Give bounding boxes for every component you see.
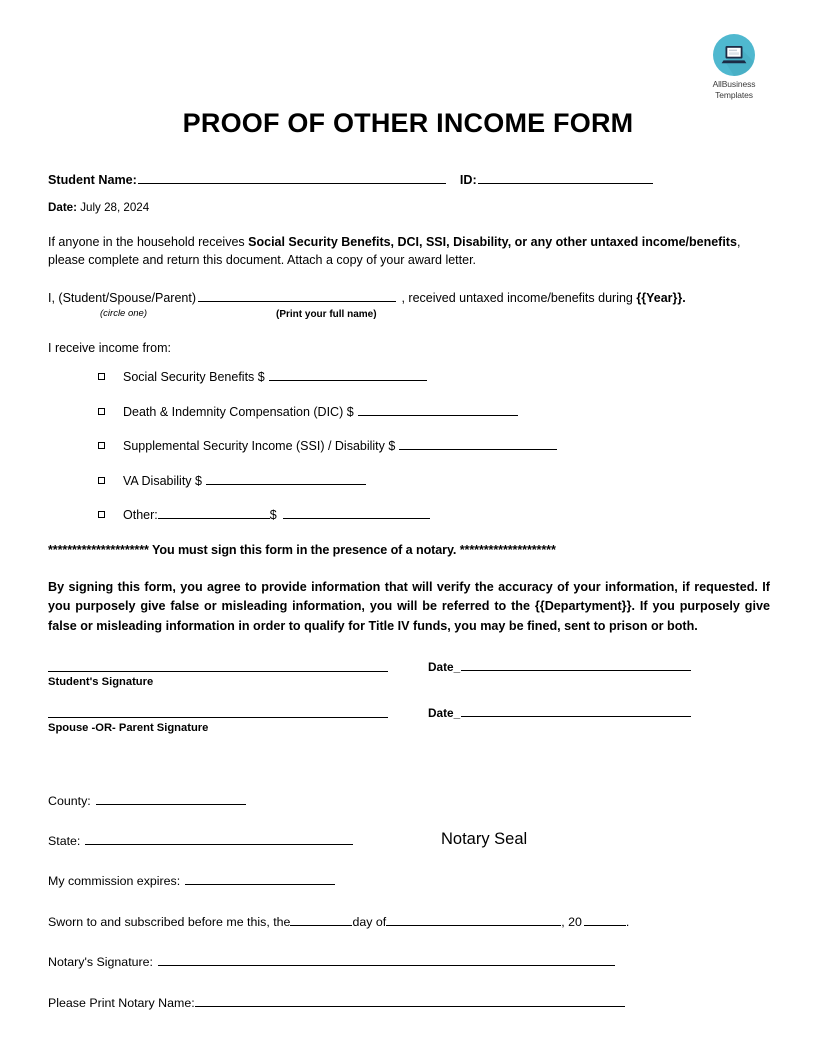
date-label: Date_ <box>428 705 461 720</box>
allbusiness-templates-logo <box>694 34 774 100</box>
student-signature-date <box>428 659 691 676</box>
list-item-label: Supplemental Security Income (SSI) / Disability $ <box>123 439 396 454</box>
legal-part-1: By signing this form, you agree to provide information that will verify the accuracy of your information, if requested. If you purposely give false or misleading information, you will be referred to the <box>48 580 770 614</box>
state-label: State: <box>48 834 81 849</box>
list-item <box>48 369 770 386</box>
list-item <box>48 507 770 524</box>
declaration-suffix: , received untaxed income/benefits during <box>398 291 637 306</box>
student-name-row <box>48 172 770 189</box>
commission-expires-label: My commission expires: <box>48 874 181 889</box>
dollar-sign: $ <box>269 508 277 523</box>
student-signature-input[interactable] <box>48 671 388 672</box>
print-full-name-annotation: (Print your full name) <box>276 308 377 320</box>
county-row <box>48 793 770 809</box>
declaration-row <box>48 290 770 307</box>
date-label: Date: <box>48 200 77 214</box>
date-row <box>48 200 770 215</box>
id-input[interactable] <box>478 172 653 184</box>
sworn-end: . <box>625 914 630 929</box>
declaration-annotations <box>48 308 770 322</box>
notary-signature-row <box>48 954 770 970</box>
logo-line-2: Templates <box>715 89 753 100</box>
spouse-parent-signature-caption: Spouse -OR- Parent Signature <box>48 721 209 734</box>
student-date-input[interactable] <box>461 659 691 671</box>
amount-input-ssi-disability[interactable] <box>399 438 557 450</box>
checkbox-dic[interactable] <box>98 408 105 415</box>
year-placeholder: {{Year}} <box>636 291 683 306</box>
notary-signature-label: Notary's Signature: <box>48 955 153 970</box>
signature-block <box>48 659 770 763</box>
checkbox-ssi-disability[interactable] <box>98 442 105 449</box>
amount-input-va-disability[interactable] <box>206 473 366 485</box>
state-row <box>48 830 770 849</box>
student-name-label: Student Name: <box>48 173 137 187</box>
sworn-part-1: Sworn to and subscribed before me this, the <box>48 914 291 929</box>
page-title: PROOF OF OTHER INCOME FORM <box>182 108 634 138</box>
list-item-label: VA Disability $ <box>123 473 202 488</box>
sworn-statement-row <box>48 914 770 930</box>
laptop-icon <box>713 34 755 76</box>
date-value: July 28, 2024 <box>80 200 150 214</box>
form-content <box>48 172 770 1035</box>
state-input[interactable] <box>85 833 353 845</box>
declaration-period: . <box>682 291 686 306</box>
list-item-label: Social Security Benefits $ <box>123 370 265 385</box>
notice-stars-left: ********************* <box>48 542 149 557</box>
list-item <box>48 404 770 421</box>
amount-input-dic[interactable] <box>358 404 518 416</box>
full-name-input[interactable] <box>198 290 396 302</box>
spouse-parent-signature-input[interactable] <box>48 717 388 718</box>
list-item <box>48 473 770 490</box>
legal-part-2: . If you purposely give false or misleading information in order to qualify for Title IV funds, you may be fined, sent to prison or both. <box>48 599 770 633</box>
notary-section <box>48 793 770 1011</box>
commission-expires-input[interactable] <box>185 873 335 885</box>
commission-expires-row <box>48 873 770 889</box>
income-sources-list <box>48 369 770 524</box>
notary-notice <box>48 542 770 559</box>
intro-part-2: , please complete and return this document. Attach a copy of your award letter. <box>48 234 741 268</box>
spouse-parent-signature-row <box>48 705 770 763</box>
income-lead-label: I receive income from: <box>48 340 171 355</box>
checkbox-va-disability[interactable] <box>98 477 105 484</box>
notice-stars-right: ******************** <box>459 542 556 557</box>
amount-input-other[interactable] <box>283 507 430 519</box>
logo-wordmark <box>694 79 774 100</box>
department-placeholder: {{Departyment}} <box>534 599 632 614</box>
id-label: ID: <box>459 173 477 187</box>
notary-seal-label: Notary Seal <box>441 830 528 849</box>
logo-line-1: AllBusiness <box>712 79 756 89</box>
list-item-label: Death & Indemnity Compensation (DIC) $ <box>123 404 354 419</box>
other-description-input[interactable] <box>158 507 270 519</box>
print-notary-name-row <box>48 995 770 1011</box>
circle-one-annotation: (circle one) <box>100 307 147 319</box>
sworn-part-2: day of <box>352 914 387 929</box>
amount-input-social-security[interactable] <box>269 369 427 381</box>
sworn-part-3: , 20 <box>561 914 582 929</box>
spouse-parent-date-input[interactable] <box>461 705 691 717</box>
notary-signature-input[interactable] <box>158 954 615 966</box>
list-item-label: Other: <box>123 508 158 523</box>
checkbox-other[interactable] <box>98 511 105 518</box>
sworn-month-input[interactable] <box>386 914 561 926</box>
student-signature-caption: Student's Signature <box>48 675 154 688</box>
print-notary-name-label: Please Print Notary Name: <box>48 995 195 1010</box>
county-input[interactable] <box>96 793 246 805</box>
print-notary-name-input[interactable] <box>195 995 625 1007</box>
notice-text: You must sign this form in the presence of a notary. <box>148 542 460 557</box>
intro-paragraph <box>48 233 770 269</box>
legal-paragraph <box>48 578 770 635</box>
county-label: County: <box>48 793 91 808</box>
list-item <box>48 438 770 455</box>
sworn-year-input[interactable] <box>584 914 626 926</box>
declaration-prefix: I, (Student/Spouse/Parent) <box>48 291 197 306</box>
intro-part-1: If anyone in the household receives <box>48 234 249 249</box>
checkbox-social-security[interactable] <box>98 373 105 380</box>
spouse-parent-signature-date <box>428 705 691 722</box>
sworn-day-input[interactable] <box>290 914 352 926</box>
intro-bold: Social Security Benefits, DCI, SSI, Disability, or any other untaxed income/benefits <box>248 234 737 249</box>
date-label: Date_ <box>428 659 461 674</box>
student-name-input[interactable] <box>138 172 446 184</box>
